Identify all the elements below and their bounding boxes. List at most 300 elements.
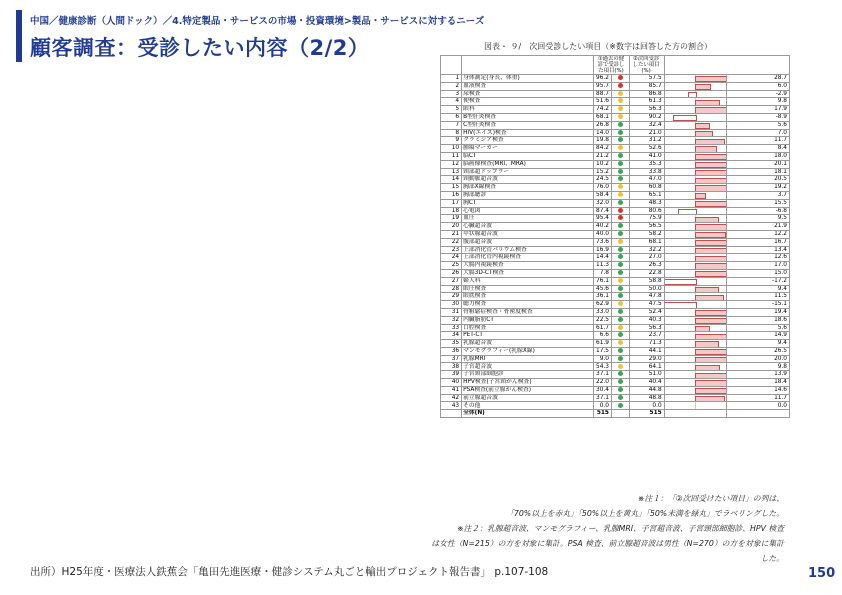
row-label-dot-cell xyxy=(611,371,629,379)
table-row xyxy=(441,254,790,262)
row-diff-value: 18.4 xyxy=(727,379,790,387)
row-number: 15 xyxy=(441,184,462,192)
row-item-name: 子宮頸部細胞診 xyxy=(462,371,594,379)
row-past-value: 22.5 xyxy=(594,316,612,324)
label-dot-icon xyxy=(618,208,623,213)
row-label-dot-cell xyxy=(611,168,629,176)
row-next-value: 31.2 xyxy=(629,137,664,145)
row-label-dot-cell xyxy=(611,238,629,246)
row-number: 30 xyxy=(441,301,462,309)
row-item-name: 聴力検査 xyxy=(462,301,594,309)
row-past-value: 21.2 xyxy=(594,152,612,160)
row-diff-bar-cell xyxy=(664,324,727,332)
zero-axis-line xyxy=(695,402,696,409)
row-label-dot-cell xyxy=(611,355,629,363)
row-next-value: 0.0 xyxy=(629,402,664,410)
row-diff-value: 0.0 xyxy=(727,402,790,410)
row-label-dot-cell xyxy=(611,98,629,106)
row-diff-bar-cell xyxy=(664,199,727,207)
row-diff-value: 15.5 xyxy=(727,199,790,207)
row-past-value: 62.9 xyxy=(594,301,612,309)
row-label-dot-cell xyxy=(611,129,629,137)
label-dot-icon xyxy=(618,356,623,361)
row-past-value: 0.0 xyxy=(594,402,612,410)
row-next-value: 48.3 xyxy=(629,199,664,207)
header-diff-col: ポイント差(②-①) xyxy=(664,56,789,75)
label-dot-icon xyxy=(618,153,623,158)
row-label-dot-cell xyxy=(611,137,629,145)
row-item-name: PSA検査(前立腺がん検査) xyxy=(462,386,594,394)
row-item-name: 婦人科 xyxy=(462,277,594,285)
row-item-name: 脳CT xyxy=(462,152,594,160)
table-row xyxy=(441,106,790,114)
row-number: 2 xyxy=(441,82,462,90)
row-number: 1 xyxy=(441,75,462,83)
row-item-name: クラミジア検査 xyxy=(462,137,594,145)
row-diff-bar-cell xyxy=(664,129,727,137)
row-past-value: 33.0 xyxy=(594,308,612,316)
row-diff-bar-cell xyxy=(664,285,727,293)
row-diff-bar-cell xyxy=(664,347,727,355)
label-dot-icon xyxy=(618,231,623,236)
row-diff-value: 9.5 xyxy=(727,215,790,223)
row-next-value: 41.0 xyxy=(629,152,664,160)
row-number: 13 xyxy=(441,168,462,176)
note-line: は女性（N=215）の方を対象に集計。PSA 検査、前立腺超音波は男性（N=270）の方を対象に集計 xyxy=(431,539,784,548)
row-past-value: 88.7 xyxy=(594,90,612,98)
row-past-value: 51.6 xyxy=(594,98,612,106)
row-label-dot-cell xyxy=(611,230,629,238)
row-diff-bar-cell xyxy=(664,184,727,192)
row-item-name: 頸動脈超音波 xyxy=(462,176,594,184)
row-item-name: 脳画像検査(MRI、MRA) xyxy=(462,160,594,168)
row-label-dot-cell xyxy=(611,82,629,90)
source-citation: 出所）H25年度・医療法人鉄蕉会「亀田先進医療・健診システム丸ごと輸出プロジェクト報告書」 p.107-108 xyxy=(30,566,549,578)
table-row xyxy=(441,137,790,145)
row-diff-value: 5.6 xyxy=(727,121,790,129)
row-past-value: 76.0 xyxy=(594,184,612,192)
row-diff-bar-cell xyxy=(664,90,727,98)
row-item-name: 心電図 xyxy=(462,207,594,215)
row-item-name: 胸部X線検査 xyxy=(462,184,594,192)
row-label-dot-cell xyxy=(611,402,629,410)
row-diff-bar-cell xyxy=(664,121,727,129)
row-diff-value: 15.0 xyxy=(727,269,790,277)
row-past-value: 95.7 xyxy=(594,82,612,90)
row-label-dot-cell xyxy=(611,176,629,184)
row-diff-value: 9.8 xyxy=(727,98,790,106)
row-diff-value: -6.8 xyxy=(727,207,790,215)
table-row xyxy=(441,277,790,285)
row-diff-value: 9.4 xyxy=(727,340,790,348)
row-label-dot-cell xyxy=(611,347,629,355)
total-diff-cell xyxy=(727,410,790,418)
row-next-value: 68.1 xyxy=(629,238,664,246)
table-row xyxy=(441,386,790,394)
row-number: 36 xyxy=(441,347,462,355)
label-dot-icon xyxy=(618,176,623,181)
row-past-value: 74.2 xyxy=(594,106,612,114)
label-dot-icon xyxy=(618,192,623,197)
row-number: 10 xyxy=(441,145,462,153)
row-diff-bar-cell xyxy=(664,176,727,184)
table-row xyxy=(441,90,790,98)
row-diff-bar-cell xyxy=(664,277,727,285)
table-row xyxy=(441,269,790,277)
row-item-name: 便検査 xyxy=(462,98,594,106)
row-number: 27 xyxy=(441,277,462,285)
row-next-value: 50.0 xyxy=(629,285,664,293)
row-next-value: 90.2 xyxy=(629,113,664,121)
table-row xyxy=(441,332,790,340)
row-past-value: 40.0 xyxy=(594,230,612,238)
row-next-value: 27.0 xyxy=(629,254,664,262)
label-dot-icon xyxy=(618,301,623,306)
row-next-value: 57.5 xyxy=(629,75,664,83)
row-diff-bar-cell xyxy=(664,355,727,363)
row-diff-value: -8.9 xyxy=(727,113,790,121)
row-diff-value: 28.7 xyxy=(727,75,790,83)
row-next-value: 40.3 xyxy=(629,316,664,324)
page-title: 顧客調査：受診したい内容（2/2） xyxy=(30,36,370,60)
row-next-value: 21.0 xyxy=(629,129,664,137)
row-label-dot-cell xyxy=(611,152,629,160)
label-dot-icon xyxy=(618,387,623,392)
row-label-dot-cell xyxy=(611,121,629,129)
row-diff-bar-cell xyxy=(664,137,727,145)
row-diff-bar-cell xyxy=(664,379,727,387)
row-next-value: 32.2 xyxy=(629,246,664,254)
row-number: 34 xyxy=(441,332,462,340)
row-label-dot-cell xyxy=(611,386,629,394)
label-dot-icon xyxy=(618,332,623,337)
row-past-value: 11.3 xyxy=(594,262,612,270)
row-past-value: 19.8 xyxy=(594,137,612,145)
row-past-value: 14.4 xyxy=(594,254,612,262)
row-past-value: 17.5 xyxy=(594,347,612,355)
row-past-value: 95.4 xyxy=(594,215,612,223)
label-dot-icon xyxy=(618,262,623,267)
row-diff-bar-cell xyxy=(664,215,727,223)
row-past-value: 14.0 xyxy=(594,129,612,137)
row-item-name: B型肝炎検査 xyxy=(462,113,594,121)
table-row xyxy=(441,207,790,215)
row-next-value: 86.8 xyxy=(629,90,664,98)
table-row xyxy=(441,301,790,309)
row-diff-value: 5.6 xyxy=(727,324,790,332)
row-next-value: 29.0 xyxy=(629,355,664,363)
row-next-value: 47.5 xyxy=(629,301,664,309)
row-next-value: 35.3 xyxy=(629,160,664,168)
row-past-value: 26.8 xyxy=(594,121,612,129)
row-number: 31 xyxy=(441,308,462,316)
row-item-name: 身体測定(身長、体重) xyxy=(462,75,594,83)
table-row xyxy=(441,191,790,199)
label-dot-icon xyxy=(618,364,623,369)
row-item-name: 骨粗鬆症検査・骨密度検査 xyxy=(462,308,594,316)
row-diff-value: 7.0 xyxy=(727,129,790,137)
row-number: 20 xyxy=(441,223,462,231)
row-number: 16 xyxy=(441,191,462,199)
row-past-value: 15.2 xyxy=(594,168,612,176)
row-past-value: 87.4 xyxy=(594,207,612,215)
row-next-value: 71.3 xyxy=(629,340,664,348)
row-past-value: 54.3 xyxy=(594,363,612,371)
row-item-name: 胸部聴診 xyxy=(462,191,594,199)
row-past-value: 40.2 xyxy=(594,223,612,231)
row-item-name: HPV検査(子宮頸がん検査) xyxy=(462,379,594,387)
table-row xyxy=(441,363,790,371)
row-diff-value: 14.9 xyxy=(727,332,790,340)
header-past-col: ①過去の健診で受診した項目(%) xyxy=(594,56,629,75)
label-dot-icon xyxy=(618,114,623,119)
row-number: 8 xyxy=(441,129,462,137)
table-row xyxy=(441,145,790,153)
row-item-name: HIV(エイズ)検査 xyxy=(462,129,594,137)
label-dot-icon xyxy=(618,145,623,150)
label-dot-icon xyxy=(618,403,623,408)
table-row xyxy=(441,160,790,168)
table-row xyxy=(441,129,790,137)
total-next-value: 515 xyxy=(629,410,664,418)
row-item-name: 眼圧検査 xyxy=(462,285,594,293)
row-diff-value: 20.5 xyxy=(727,176,790,184)
table-row xyxy=(441,75,790,83)
row-diff-value: 8.4 xyxy=(727,145,790,153)
row-past-value: 61.7 xyxy=(594,324,612,332)
row-next-value: 47.8 xyxy=(629,293,664,301)
note-line: ※注１：「②次回受けたい項目」の列は、 xyxy=(637,494,784,503)
row-label-dot-cell xyxy=(611,75,629,83)
row-number: 4 xyxy=(441,98,462,106)
label-dot-icon xyxy=(618,184,623,189)
row-next-value: 32.4 xyxy=(629,121,664,129)
row-label-dot-cell xyxy=(611,106,629,114)
row-diff-value: 9.4 xyxy=(727,285,790,293)
row-diff-bar-cell xyxy=(664,301,727,309)
row-item-name: その他 xyxy=(462,402,594,410)
row-item-name: 子宮超音波 xyxy=(462,363,594,371)
row-diff-bar-cell xyxy=(664,246,727,254)
table-row xyxy=(441,230,790,238)
row-next-value: 47.0 xyxy=(629,176,664,184)
row-past-value: 84.2 xyxy=(594,145,612,153)
row-diff-value: 21.9 xyxy=(727,223,790,231)
row-number: 35 xyxy=(441,340,462,348)
table-row xyxy=(441,347,790,355)
row-diff-bar-cell xyxy=(664,75,727,83)
row-number: 40 xyxy=(441,379,462,387)
row-diff-bar-cell xyxy=(664,363,727,371)
row-past-value: 30.4 xyxy=(594,386,612,394)
row-number: 24 xyxy=(441,254,462,262)
row-number: 23 xyxy=(441,246,462,254)
row-number: 12 xyxy=(441,160,462,168)
row-number: 6 xyxy=(441,113,462,121)
row-number: 42 xyxy=(441,394,462,402)
row-diff-value: -15.1 xyxy=(727,301,790,309)
label-dot-icon xyxy=(618,130,623,135)
row-number: 22 xyxy=(441,238,462,246)
label-dot-icon xyxy=(618,122,623,127)
row-diff-value: 18.1 xyxy=(727,168,790,176)
row-item-name: 大腸内視鏡検査 xyxy=(462,262,594,270)
table-row xyxy=(441,238,790,246)
label-dot-icon xyxy=(618,161,623,166)
row-next-value: 44.8 xyxy=(629,386,664,394)
row-item-name: 前立腺超音波 xyxy=(462,394,594,402)
table-row xyxy=(441,371,790,379)
table-row xyxy=(441,285,790,293)
row-number: 25 xyxy=(441,262,462,270)
row-diff-value: 11.7 xyxy=(727,394,790,402)
row-past-value: 22.0 xyxy=(594,379,612,387)
row-item-name: 大腸3D-CT検査 xyxy=(462,269,594,277)
table-row xyxy=(441,293,790,301)
label-dot-icon xyxy=(618,395,623,400)
row-past-value: 24.5 xyxy=(594,176,612,184)
row-number: 14 xyxy=(441,176,462,184)
row-number: 28 xyxy=(441,285,462,293)
row-diff-bar-cell xyxy=(664,394,727,402)
row-diff-bar-cell xyxy=(664,152,727,160)
row-label-dot-cell xyxy=(611,215,629,223)
row-number: 17 xyxy=(441,199,462,207)
row-label-dot-cell xyxy=(611,90,629,98)
table-row xyxy=(441,82,790,90)
row-label-dot-cell xyxy=(611,301,629,309)
row-next-value: 85.7 xyxy=(629,82,664,90)
row-number: 21 xyxy=(441,230,462,238)
label-dot-icon xyxy=(618,75,623,80)
row-diff-value: 11.5 xyxy=(727,293,790,301)
table-row xyxy=(441,402,790,410)
row-diff-value: 17.9 xyxy=(727,106,790,114)
row-number: 43 xyxy=(441,402,462,410)
row-item-name: 腫瘍マーカー xyxy=(462,145,594,153)
table-row xyxy=(441,316,790,324)
note-line: ※注２：乳腺超音波、マンモグラフィー、乳腺MRI、子宮超音波、子宮頸部細胞診、HPV 検査 xyxy=(457,524,784,533)
table-row xyxy=(441,394,790,402)
row-item-name: マンモグラフィー(乳腺X線) xyxy=(462,347,594,355)
row-diff-value: 6.0 xyxy=(727,82,790,90)
row-diff-value: 18.0 xyxy=(727,152,790,160)
row-label-dot-cell xyxy=(611,379,629,387)
row-diff-bar-cell xyxy=(664,238,727,246)
table-row xyxy=(441,152,790,160)
table-row xyxy=(441,168,790,176)
table-row xyxy=(441,308,790,316)
row-label-dot-cell xyxy=(611,340,629,348)
table-row xyxy=(441,121,790,129)
row-past-value: 61.9 xyxy=(594,340,612,348)
row-diff-bar-cell xyxy=(664,332,727,340)
row-item-name: C型肝炎検査 xyxy=(462,121,594,129)
row-item-name: 乳腺MRI xyxy=(462,355,594,363)
row-past-value: 37.1 xyxy=(594,371,612,379)
label-dot-icon xyxy=(618,169,623,174)
table-row xyxy=(441,379,790,387)
table-row xyxy=(441,340,790,348)
total-label: 全体(N) xyxy=(462,410,594,418)
row-past-value: 37.1 xyxy=(594,394,612,402)
label-dot-icon xyxy=(618,106,623,111)
row-label-dot-cell xyxy=(611,363,629,371)
row-label-dot-cell xyxy=(611,145,629,153)
label-dot-icon xyxy=(618,254,623,259)
row-label-dot-cell xyxy=(611,332,629,340)
label-dot-icon xyxy=(618,91,623,96)
row-diff-bar-cell xyxy=(664,254,727,262)
total-past-value: 515 xyxy=(594,410,612,418)
table-row xyxy=(441,176,790,184)
row-next-value: 52.4 xyxy=(629,308,664,316)
row-next-value: 33.8 xyxy=(629,168,664,176)
row-past-value: 6.6 xyxy=(594,332,612,340)
row-label-dot-cell xyxy=(611,308,629,316)
row-item-name: 血液検査 xyxy=(462,82,594,90)
row-label-dot-cell xyxy=(611,394,629,402)
row-item-name: 頸部超ドップラー xyxy=(462,168,594,176)
row-past-value: 10.2 xyxy=(594,160,612,168)
row-label-dot-cell xyxy=(611,316,629,324)
row-number: 11 xyxy=(441,152,462,160)
row-next-value: 56.5 xyxy=(629,223,664,231)
row-label-dot-cell xyxy=(611,285,629,293)
row-diff-bar-cell xyxy=(664,402,727,410)
row-label-dot-cell xyxy=(611,113,629,121)
table-row xyxy=(441,246,790,254)
row-item-name: 心臓超音波 xyxy=(462,223,594,231)
row-next-value: 80.6 xyxy=(629,207,664,215)
row-past-value: 36.1 xyxy=(594,293,612,301)
figure-caption: 図表・ ９/ 次回受診したい項目（※数字は回答した方の割合） xyxy=(484,42,712,51)
row-diff-value: 19.2 xyxy=(727,184,790,192)
row-next-value: 64.1 xyxy=(629,363,664,371)
table-row xyxy=(441,199,790,207)
row-past-value: 7.8 xyxy=(594,269,612,277)
label-dot-icon xyxy=(618,137,623,142)
total-dot-cell xyxy=(611,410,629,418)
row-number: 9 xyxy=(441,137,462,145)
table-row xyxy=(441,355,790,363)
label-dot-icon xyxy=(618,278,623,283)
row-past-value: 58.4 xyxy=(594,191,612,199)
row-next-value: 23.7 xyxy=(629,332,664,340)
row-diff-bar-cell xyxy=(664,191,727,199)
row-diff-value: -17.2 xyxy=(727,277,790,285)
row-diff-bar-cell xyxy=(664,308,727,316)
total-bar-cell xyxy=(664,410,727,418)
row-diff-bar-cell xyxy=(664,293,727,301)
breadcrumb: 中国／健康診断（人間ドック）／4.特定製品・サービスの市場・投資環境>製品・サービスに対するニーズ xyxy=(30,16,485,27)
row-number: 38 xyxy=(441,363,462,371)
row-next-value: 75.9 xyxy=(629,215,664,223)
title-accent-bar xyxy=(16,10,22,62)
table-row xyxy=(441,184,790,192)
table-row xyxy=(441,98,790,106)
header-no-cell xyxy=(441,56,462,75)
row-number: 7 xyxy=(441,121,462,129)
row-diff-value: 3.7 xyxy=(727,191,790,199)
row-number: 26 xyxy=(441,269,462,277)
row-diff-value: 20.0 xyxy=(727,355,790,363)
row-item-name: 口腔検査 xyxy=(462,324,594,332)
row-past-value: 96.2 xyxy=(594,75,612,83)
row-number: 33 xyxy=(441,324,462,332)
row-item-name: 尿検査 xyxy=(462,90,594,98)
row-past-value: 76.1 xyxy=(594,277,612,285)
